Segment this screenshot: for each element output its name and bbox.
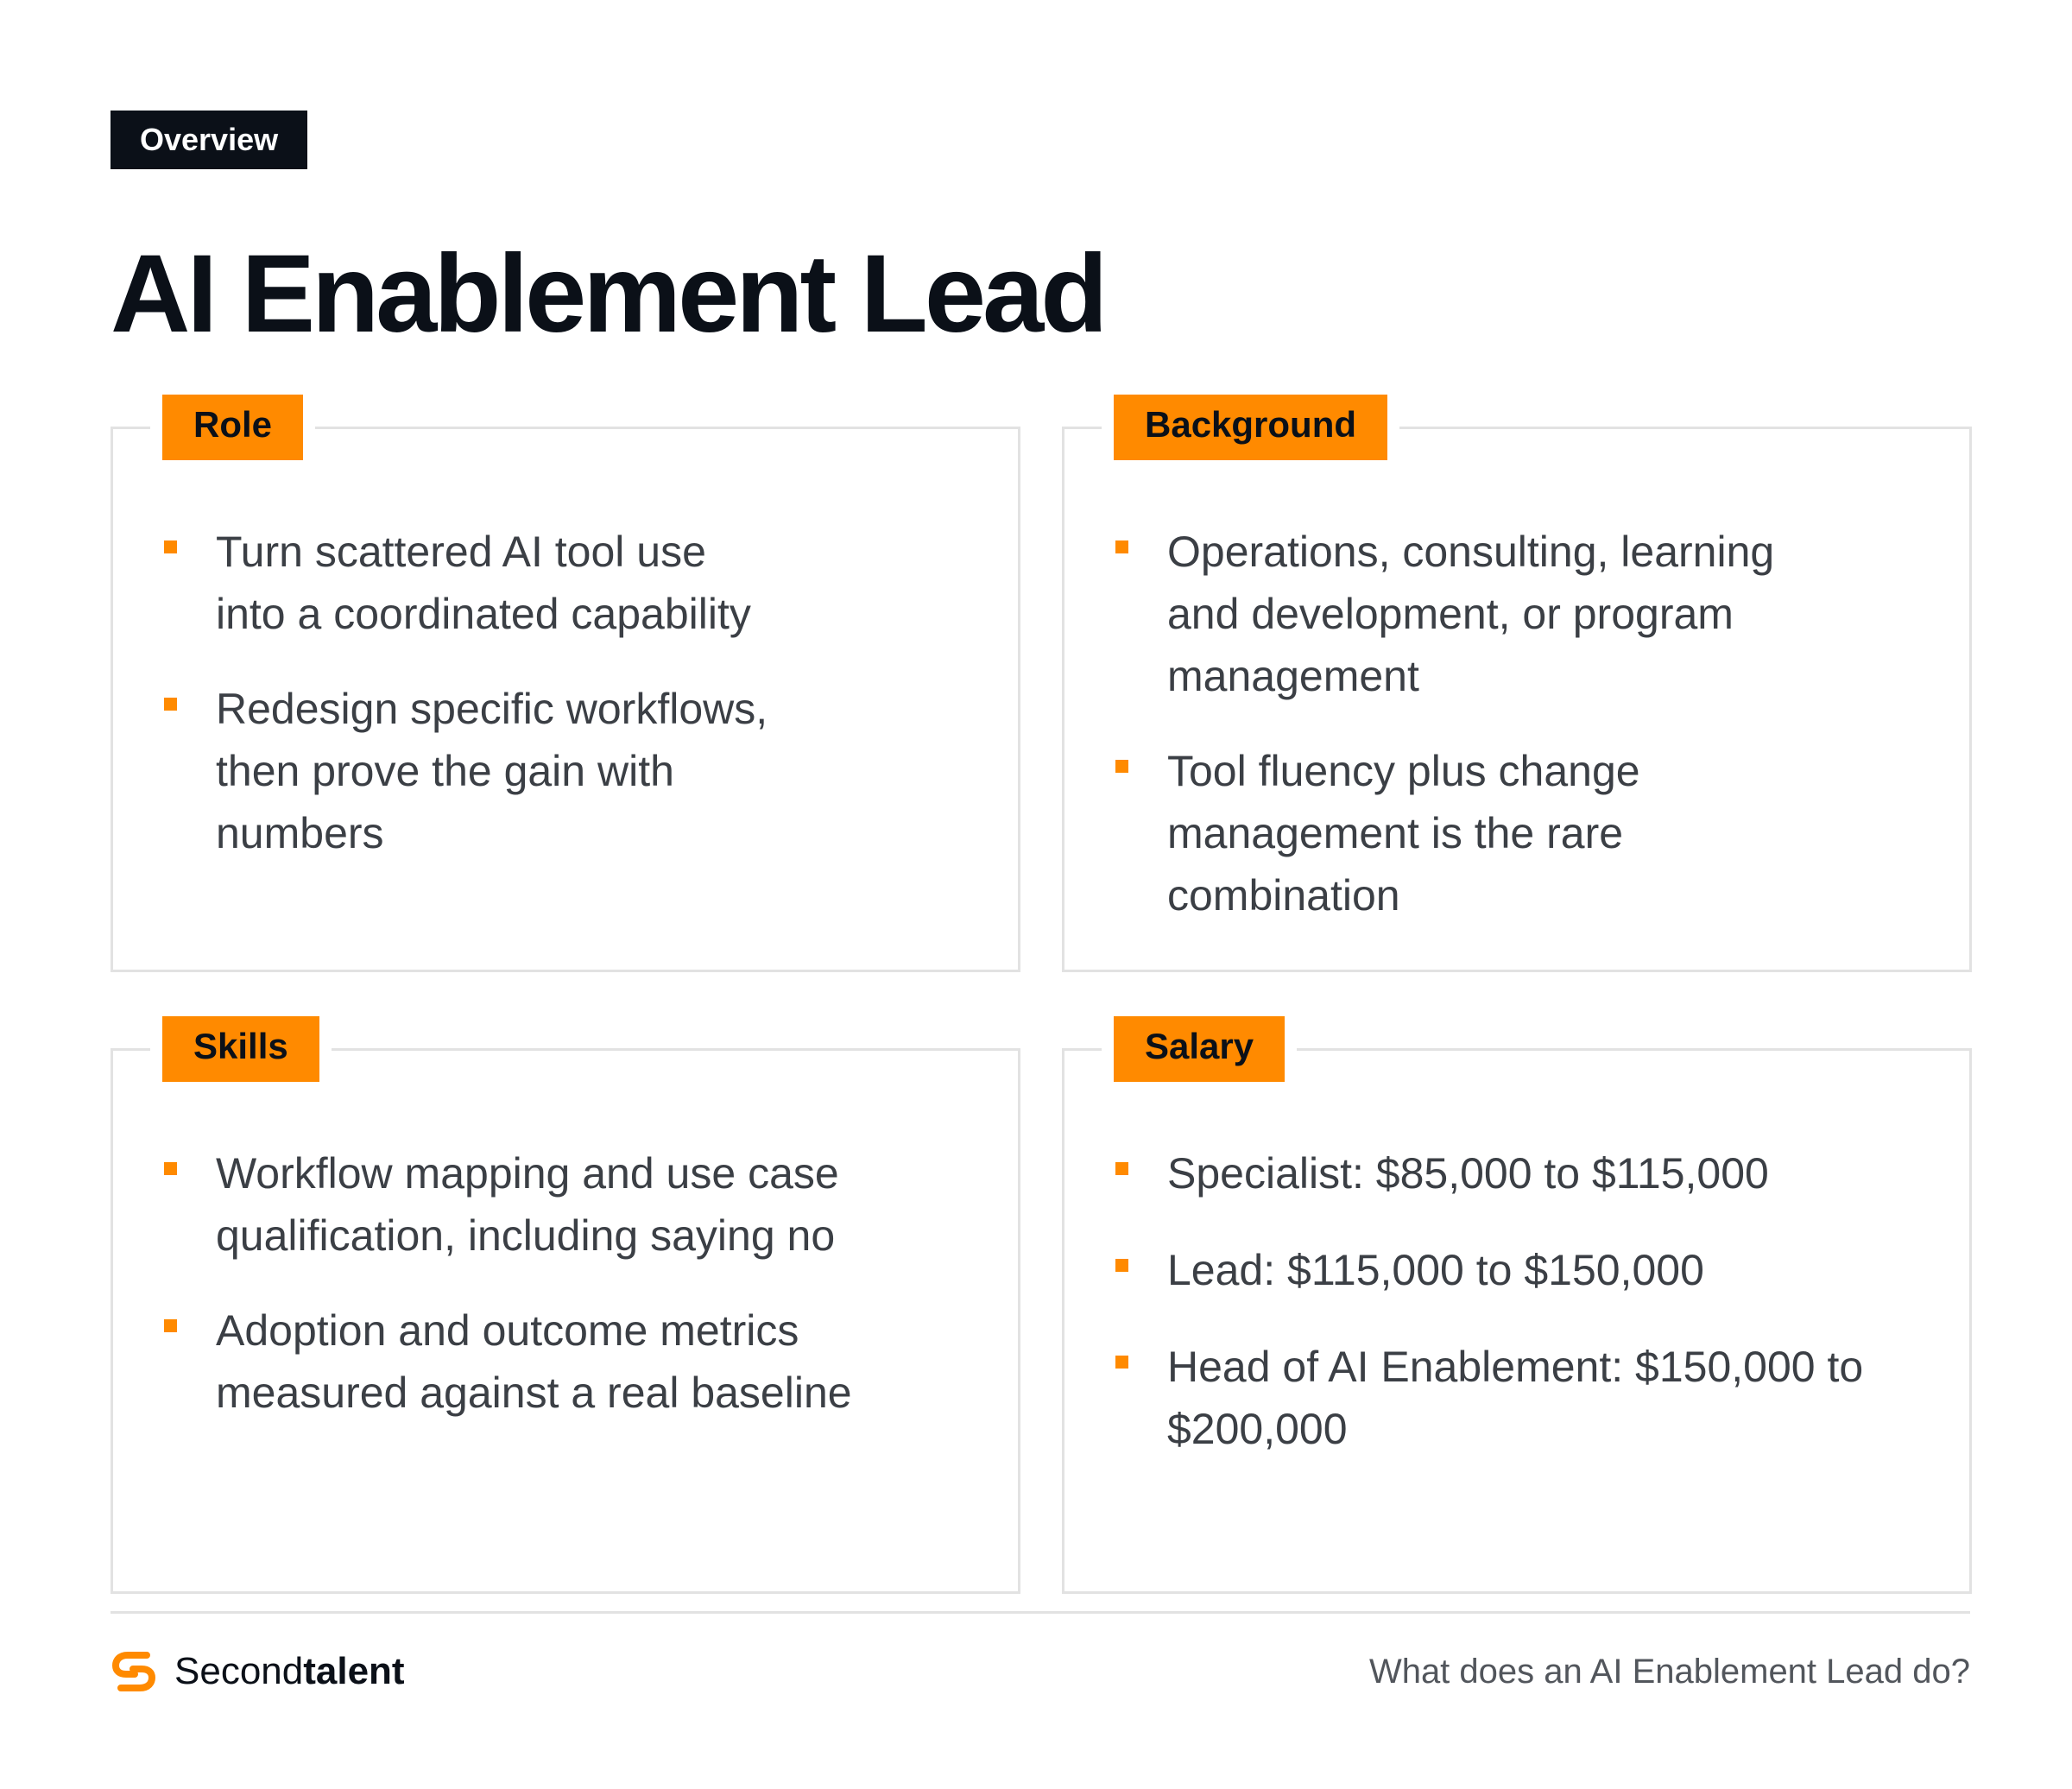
brand-logo bbox=[109, 1646, 405, 1697]
background-card bbox=[1062, 404, 1972, 972]
bullet-square-icon bbox=[1115, 1356, 1128, 1369]
list-item bbox=[1114, 1142, 1891, 1204]
list-item bbox=[162, 1142, 853, 1267]
skills-card bbox=[111, 1026, 1020, 1594]
salary-card bbox=[1062, 1026, 1972, 1594]
salary-item-text: Specialist: $85,000 to $115,000 bbox=[1167, 1149, 1769, 1198]
bullet-square-icon bbox=[164, 698, 177, 711]
role-bullet-list bbox=[162, 521, 784, 897]
salary-item-text: Head of AI Enablement: $150,000 to $200,000 bbox=[1167, 1343, 1864, 1453]
footer-divider bbox=[111, 1611, 1970, 1614]
skills-bullet-list bbox=[162, 1142, 853, 1457]
footer-caption: What does an AI Enablement Lead do? bbox=[1368, 1653, 1970, 1691]
salary-bullet-list bbox=[1114, 1142, 1891, 1493]
role-card-label: Role bbox=[162, 395, 303, 460]
background-item-text: Operations, consulting, learning and development, or program management bbox=[1167, 528, 1775, 700]
list-item bbox=[162, 1299, 853, 1424]
role-item-text: Redesign specific workflows, then prove the gain with numbers bbox=[216, 685, 768, 857]
role-card bbox=[111, 404, 1020, 972]
bullet-square-icon bbox=[1115, 540, 1128, 553]
bullet-square-icon bbox=[164, 540, 177, 553]
skills-item-text: Workflow mapping and use case qualification, including saying no bbox=[216, 1149, 839, 1260]
bullet-square-icon bbox=[1115, 1259, 1128, 1272]
bullet-square-icon bbox=[164, 1162, 177, 1175]
background-bullet-list bbox=[1114, 521, 1787, 959]
background-card-label: Background bbox=[1114, 395, 1387, 460]
page-title: AI Enablement Lead bbox=[111, 232, 1105, 356]
salary-card-label: Salary bbox=[1114, 1016, 1285, 1082]
bullet-square-icon bbox=[164, 1319, 177, 1332]
brand-regular: Second bbox=[174, 1650, 304, 1692]
bullet-square-icon bbox=[1115, 1162, 1128, 1175]
salary-item-text: Lead: $115,000 to $150,000 bbox=[1167, 1246, 1704, 1294]
list-item bbox=[1114, 1336, 1891, 1460]
list-item bbox=[1114, 521, 1787, 707]
overview-tag: Overview bbox=[111, 111, 307, 169]
skills-item-text: Adoption and outcome metrics measured against a real baseline bbox=[216, 1306, 852, 1417]
list-item bbox=[162, 521, 784, 645]
brand-bold: talent bbox=[303, 1650, 405, 1692]
bullet-square-icon bbox=[1115, 760, 1128, 773]
background-item-text: Tool fluency plus change management is the rare combination bbox=[1167, 747, 1640, 920]
list-item bbox=[1114, 740, 1787, 926]
brand-wordmark bbox=[174, 1646, 405, 1697]
list-item bbox=[162, 678, 784, 864]
role-item-text: Turn scattered AI tool use into a coordinated capability bbox=[216, 528, 751, 638]
skills-card-label: Skills bbox=[162, 1016, 319, 1082]
secondtalent-s-logo-icon bbox=[109, 1647, 159, 1697]
list-item bbox=[1114, 1239, 1891, 1301]
